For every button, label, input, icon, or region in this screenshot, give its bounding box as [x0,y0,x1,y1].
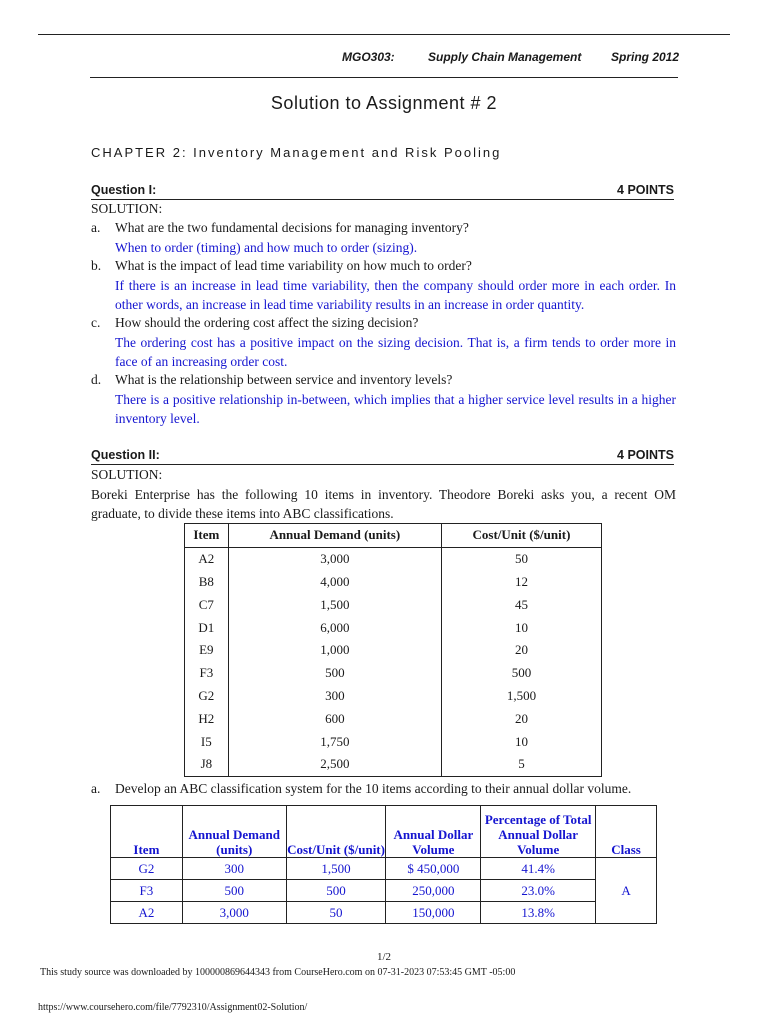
abc-table-header [111,806,657,858]
source-url: https://www.coursehero.com/file/7792310/Assignment02-Solution/ [38,1002,308,1013]
header-annual-demand: Annual Demand (units) [228,524,441,548]
cell-demand: 4,000 [228,571,441,594]
q1-a-answer: When to order (timing) and how much to order (sizing). [115,240,418,255]
abc-header-cost: Cost/Unit ($/unit) [286,806,386,858]
cell-item: E9 [185,639,229,662]
q1-a-label: a. [91,220,101,235]
cell-item: C7 [185,593,229,616]
page-title: Solution to Assignment # 2 [270,93,498,113]
cell-cost: 5 [441,753,601,776]
abc-header-percentage: Percentage of Total Annual Dollar Volume [481,806,596,858]
cell-item: G2 [185,685,229,708]
cell-item: I5 [185,730,229,753]
abc-header-volume: Annual Dollar Volume [386,806,481,858]
table-row [185,753,602,776]
download-notice: This study source was downloaded by 100000869644343 from CourseHero.com on 07-31-2023 07:53:45 GMT -05:00 [40,967,516,978]
cell-volume: 150,000 [386,902,481,924]
course-code: MGO303: [342,50,395,64]
cell-percentage: 41.4% [481,858,596,880]
abc-header-class: Class [596,806,657,858]
question-2-points: 4 POINTS [617,448,674,462]
table-row [185,685,602,708]
cell-item: B8 [185,571,229,594]
cell-volume: 250,000 [386,880,481,902]
q1-c-answer: The ordering cost has a positive impact on the sizing decision. That is, a firm tends to order more in face of an increasing order cost. [115,335,676,369]
cell-cost: 12 [441,571,601,594]
table-row [185,616,602,639]
q2-a-question: Develop an ABC classification system for the 10 items according to their annual dollar volume. [115,781,632,796]
cell-cost: 20 [441,639,601,662]
cell-demand: 3,000 [228,547,441,570]
table-row [185,547,602,570]
question-1-title: Question I: [91,183,157,197]
cell-cost: 500 [441,662,601,685]
abc-header-demand: Annual Demand (units) [182,806,286,858]
cell-item: J8 [185,753,229,776]
table-row [185,571,602,594]
q1-c-question: How should the ordering cost affect the sizing decision? [115,315,419,330]
question-2-title: Question II: [91,448,160,462]
cell-item: F3 [185,662,229,685]
header-rule [90,77,678,78]
table-row [111,858,657,880]
cell-percentage: 13.8% [481,902,596,924]
cell-percentage: 23.0% [481,880,596,902]
abc-header-item: Item [111,806,183,858]
abc-table [110,805,657,924]
table-row [185,593,602,616]
cell-demand: 1,500 [228,593,441,616]
cell-item: A2 [111,902,183,924]
q1-d-label: d. [91,372,102,387]
cell-demand: 3,000 [182,902,286,924]
question-2-intro: Boreki Enterprise has the following 10 items in inventory. Theodore Boreki asks you, a recent OM graduate, to divide these items into ABC classifications. [91,487,676,521]
cell-item: F3 [111,880,183,902]
cell-demand: 500 [228,662,441,685]
cell-demand: 6,000 [228,616,441,639]
cell-cost: 500 [286,880,386,902]
question-1-points: 4 POINTS [617,183,674,197]
q1-d-answer: There is a positive relationship in-between, which implies that a higher service level results in a higher inventory level. [115,392,676,426]
cell-class: A [596,858,657,924]
cell-item: A2 [185,547,229,570]
cell-demand: 500 [182,880,286,902]
cell-cost: 1,500 [286,858,386,880]
chapter-heading: CHAPTER 2: Inventory Management and Risk Pooling [91,145,502,160]
question-2-solution-label: SOLUTION: [91,467,163,482]
cell-demand: 600 [228,707,441,730]
cell-item: D1 [185,616,229,639]
cell-cost: 50 [441,547,601,570]
inventory-table [184,523,602,777]
cell-demand: 300 [182,858,286,880]
cell-item: H2 [185,707,229,730]
top-rule [38,34,730,35]
course-term: Spring 2012 [611,50,680,64]
table-row [185,730,602,753]
cell-volume: $ 450,000 [386,858,481,880]
cell-cost: 20 [441,707,601,730]
table-row [111,880,657,902]
course-subject: Supply Chain Management [428,50,582,64]
header-cost-unit: Cost/Unit ($/unit) [441,524,601,548]
q2-a-label: a. [91,781,101,796]
q1-b-label: b. [91,258,102,273]
cell-demand: 1,750 [228,730,441,753]
question-1-heading [91,183,674,200]
table-row [185,639,602,662]
table-row [185,662,602,685]
cell-cost: 50 [286,902,386,924]
cell-demand: 1,000 [228,639,441,662]
q1-a-question: What are the two fundamental decisions for managing inventory? [115,220,469,235]
inventory-table-header [185,524,602,548]
question-1-solution-label: SOLUTION: [91,201,163,216]
q1-c-label: c. [91,315,101,330]
q1-d-question: What is the relationship between service and inventory levels? [115,372,453,387]
cell-cost: 1,500 [441,685,601,708]
table-row [111,902,657,924]
page-number: 1/2 [376,951,392,963]
cell-cost: 10 [441,730,601,753]
q1-b-question: What is the impact of lead time variability on how much to order? [115,258,472,273]
cell-demand: 300 [228,685,441,708]
cell-item: G2 [111,858,183,880]
question-2-heading [91,448,674,465]
header-item: Item [185,524,229,548]
cell-cost: 45 [441,593,601,616]
table-row [185,707,602,730]
cell-cost: 10 [441,616,601,639]
cell-demand: 2,500 [228,753,441,776]
q1-b-answer: If there is an increase in lead time variability, then the company should order more in each order. In other words, an increase in lead time variability results in an increase in order quantity. [115,278,676,312]
